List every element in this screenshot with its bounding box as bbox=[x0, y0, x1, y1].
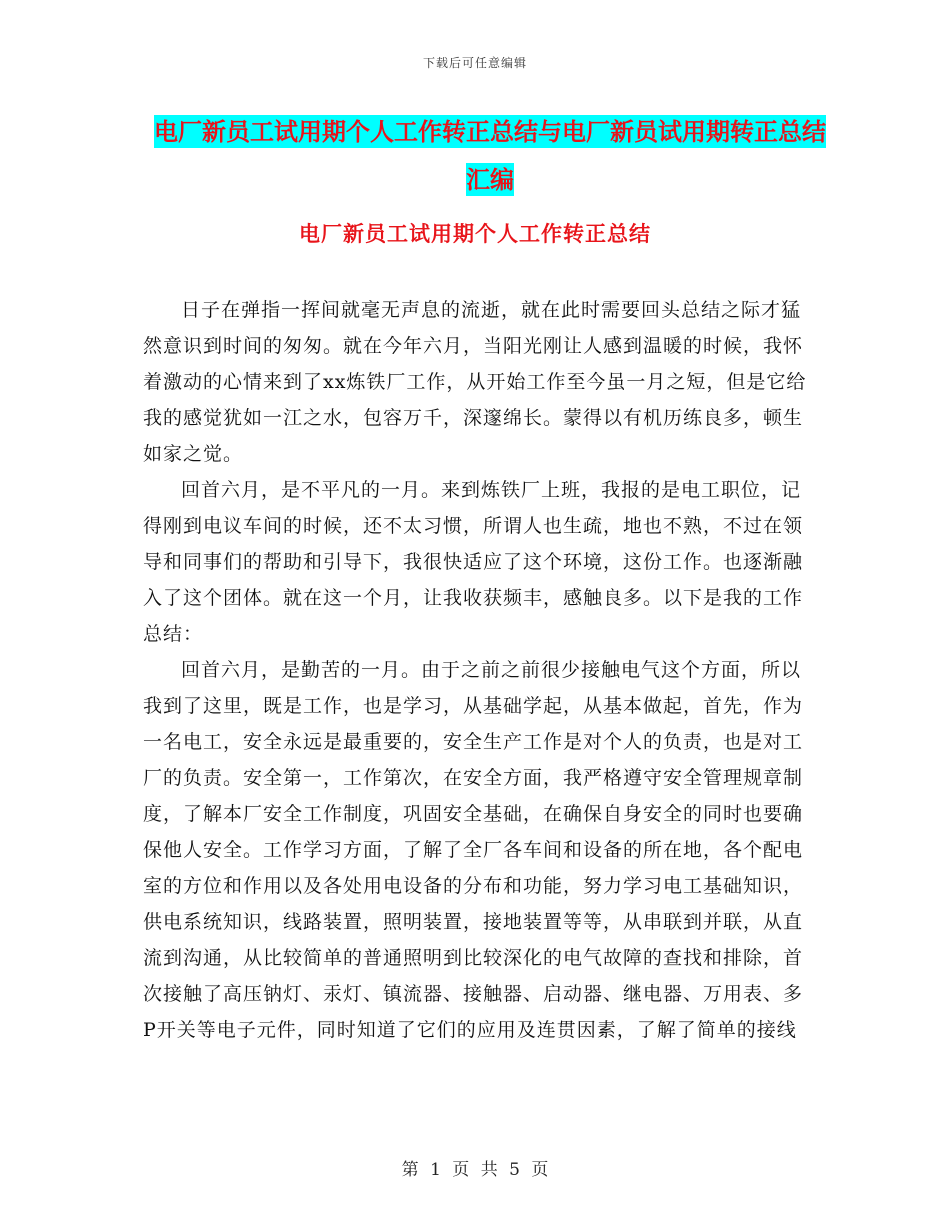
body-paragraph: 回首六月，是不平凡的一月。来到炼铁厂上班，我报的是电工职位，记得刚到电议车间的时候，还不太习惯，所谓人也生疏，地也不熟，不过在领导和同事们的帮助和引导下，我很快适应了这个环境，这份工作。也逐渐融入了这个团体。就在这一个月，让我收获频丰，感触良多。以下是我的工作总结： bbox=[143, 479, 804, 645]
page-header-note: 下载后可任意编辑 bbox=[422, 56, 527, 70]
page-number-footer: 第 1 页 共 5 页 bbox=[401, 1160, 549, 1180]
body-paragraph: 日子在弹指一挥间就毫无声息的流逝，就在此时需要回头总结之际才猛然意识到时间的匆匆。就在今年六月，当阳光刚让人感到温暖的时候，我怀着激动的心情来到了xx炼铁厂工作，从开始工作至今虽一月之短，但是它给我的感觉犹如一江之水，包容万千，深邃绵长。蒙得以有机历练良多，顿生如家之觉。 bbox=[143, 299, 807, 465]
section-title: 电厂新员工试用期个人工作转正总结 bbox=[299, 221, 651, 246]
document-main-title bbox=[150, 108, 830, 204]
document-body bbox=[143, 292, 807, 1048]
main-title-text: 电厂新员工试用期个人工作转正总结与电厂新员试用期转正总结汇编 bbox=[154, 117, 826, 194]
body-paragraph: 回首六月，是勤苦的一月。由于之前之前很少接触电气这个方面，所以我到了这里，既是工作，也是学习，从基础学起，从基本做起，首先，作为一名电工，安全永远是最重要的，安全生产工作是对个人的负责，也是对工厂的负责。安全第一，工作第次，在安全方面，我严格遵守安全管理规章制度，了解本厂安全工作制度，巩固安全基础，在确保自身安全的同时也要确保他人安全。工作学习方面，了解了全厂各车间和设备的所在地，各个配电室的方位和作用以及各处用电设备的分布和功能，努力学习电工基础知识，供电系统知识，线路装置，照明装置，接地装置等等，从串联到并联，从直流到沟通，从比较简单的普通照明到比较深化的电气故障的查找和排除，首次接触了高压钠灯、汞灯、镇流器、接触器、启动器、继电器、万用表、多P开关等电子元件，同时知道了它们的应用及连贯因素，了解了简单的接线 bbox=[143, 659, 804, 1041]
